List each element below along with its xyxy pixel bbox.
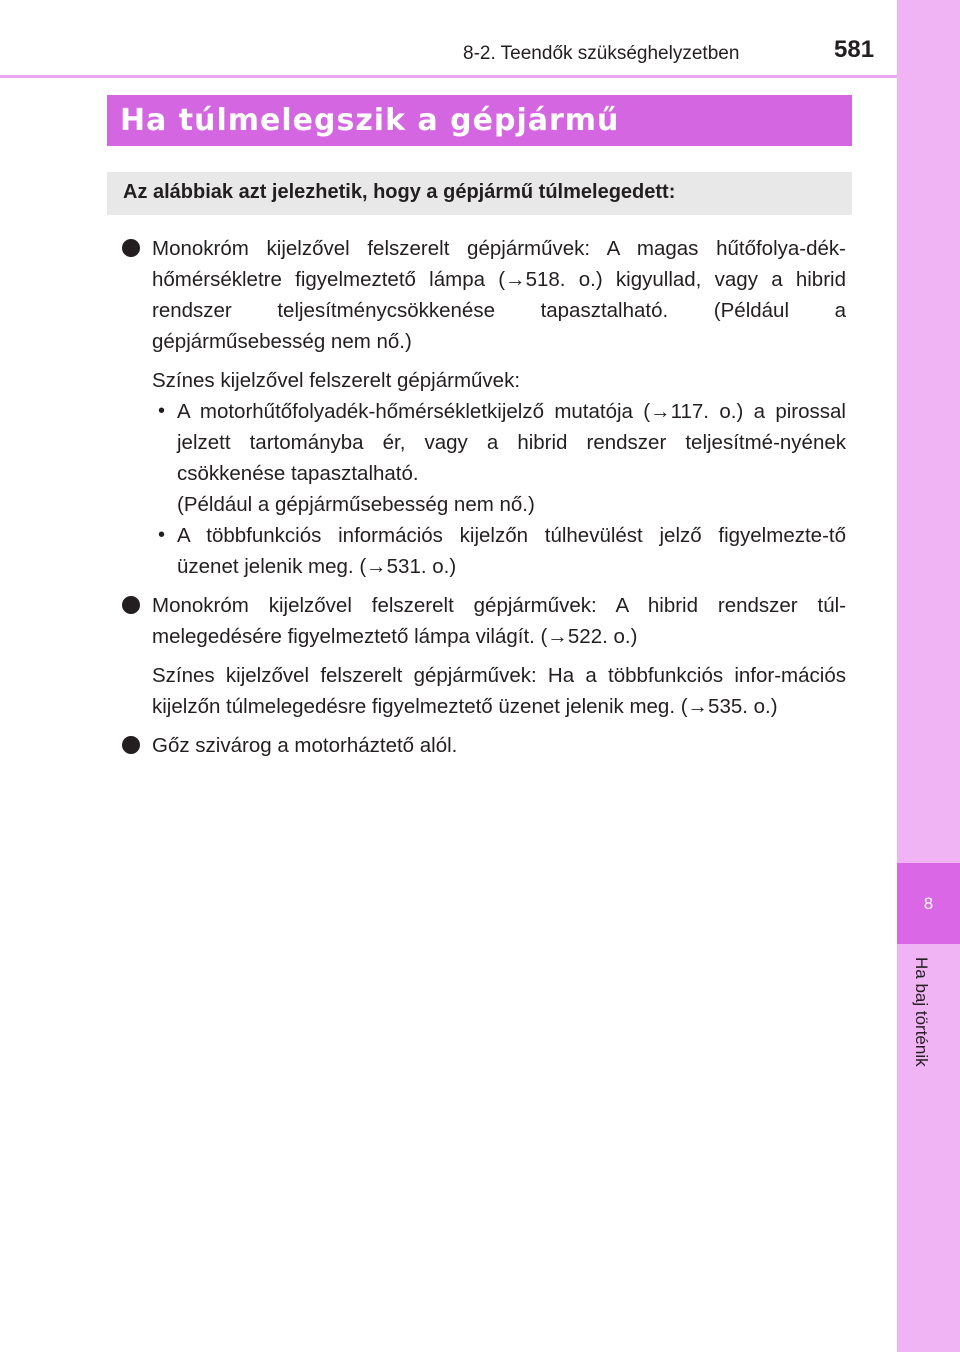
item-paragraph: Monokróm kijelzővel felszerelt gépjárművek: A hibrid rendszer túl-melegedésére figyelmeztető lámpa világít. (→522. o.) (152, 594, 846, 648)
item-paragraph: Színes kijelzővel felszerelt gépjárművek: (152, 369, 521, 392)
subheading-box (107, 172, 852, 215)
item-paragraph: Gőz szivárog a motorháztető alól. (152, 734, 458, 757)
bullet-icon (122, 239, 140, 257)
item-paragraph: Monokróm kijelzővel felszerelt gépjárművek: A magas hűtőfolya-dék-hőmérsékletre figyelmeztető lámpa (→518. o.) kigyullad, vagy a hibrid rendszer teljesítménycsökkenése tapasztalható. (Például a gépjárműsebesség nem nő.) (152, 237, 846, 353)
sub-list-item (152, 520, 846, 582)
header-divider (0, 75, 897, 78)
subheading: Az alábbiak azt jelezhetik, hogy a gépjármű túlmelegedett: (123, 181, 676, 203)
page-title-bar (107, 95, 852, 146)
sub-list-item (152, 396, 846, 520)
sub-item-text: A motorhűtőfolyadék-hőmérsékletkijelző mutatója (→117. o.) a pirossal jelzett tartományba ér, vagy a hibrid rendszer teljesítmé-nyének csökkenése tapasztalható. (177, 400, 846, 485)
sub-bullet-icon: • (158, 400, 166, 422)
sub-bullet-icon: • (158, 524, 166, 546)
content (119, 233, 846, 769)
page-title: Ha túlmelegszik a gépjármű (120, 103, 620, 138)
item-paragraph: Színes kijelzővel felszerelt gépjárművek: Ha a többfunkciós infor-mációs kijelzőn túlmelegedésre figyelmeztető üzenet jelenik meg. (→535. o.) (152, 664, 846, 718)
chapter-sidebar (897, 0, 960, 1352)
sub-item-note: (Például a gépjárműsebesség nem nő.) (177, 493, 535, 516)
bullet-icon (122, 596, 140, 614)
chapter-title: Ha baj történik (912, 957, 931, 1067)
chapter-number-tab[interactable]: 8 (897, 863, 960, 944)
sub-item-text: A többfunkciós információs kijelzőn túlhevülést jelző figyelmezte-tő üzenet jelenik meg. (→531. o.) (177, 524, 846, 578)
list-item (119, 730, 846, 761)
section-reference: 8-2. Teendők szükséghelyzetben (463, 43, 740, 64)
list-item (119, 590, 846, 722)
sub-list (152, 396, 846, 582)
bullet-icon (122, 736, 140, 754)
list-item (119, 233, 846, 582)
page-number: 581 (834, 36, 875, 63)
